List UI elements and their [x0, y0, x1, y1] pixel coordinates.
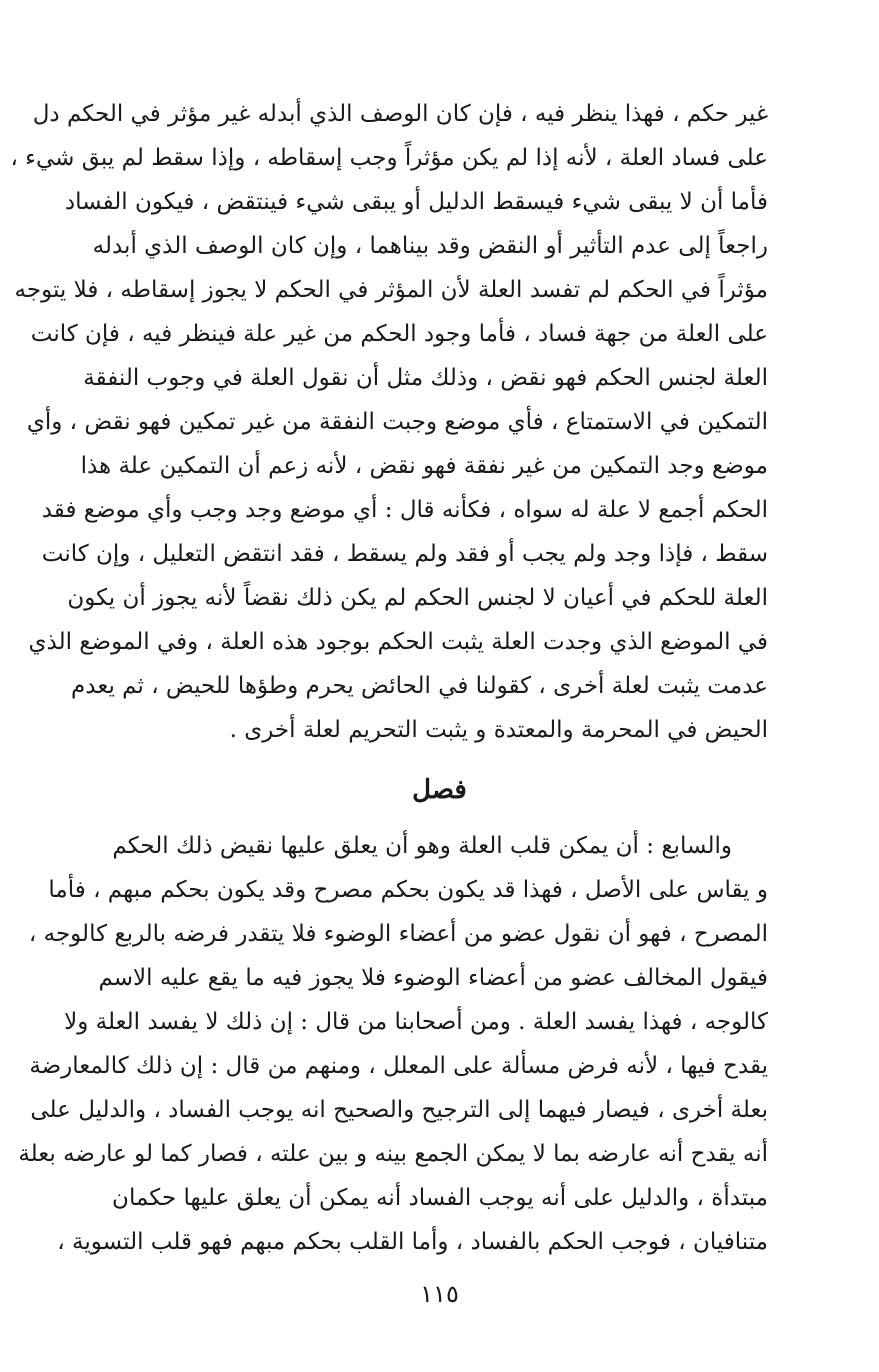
bottom-paragraph: [18, 824, 768, 1264]
text-line: العلة لجنس الحكم فهو نقض ، وذلك مثل أن نقول العلة في وجوب النفقة: [83, 365, 768, 391]
text-line: الحكم أجمع لا علة له سواه ، فكأنه قال : أي موضع وجد وجب وأي موضع فقد: [41, 497, 768, 523]
text-line: يقدح فيها ، لأنه فرض مسألة على المعلل ، ومنهم من قال : إن ذلك كالمعارضة: [29, 1053, 768, 1079]
text-line: بعلة أخرى ، فيصار فيهما إلى الترجيح والصحيح انه يوجب الفساد ، والدليل على: [30, 1097, 768, 1123]
text-line: مبتدأة ، والدليل على أنه يوجب الفساد أنه يمكن أن يعلق عليها حكمان: [112, 1185, 768, 1211]
top-paragraph: [10, 92, 768, 752]
section-heading: فصل: [412, 775, 467, 805]
text-line: مؤثراً في الحكم لم تفسد العلة لأن المؤثر في الحكم لا يجوز إسقاطه ، فلا يتوجه: [14, 277, 768, 303]
text-line: سقط ، فإذا وجد ولم يجب أو فقد ولم يسقط ، فقد انتقض التعليل ، وإن كانت: [41, 541, 768, 567]
text-line: أنه يقدح أنه عارضه بما لا يمكن الجمع بينه و بين علته ، فصار كما لو عارضه بعلة: [18, 1141, 768, 1167]
text-line: متنافيان ، فوجب الحكم بالفساد ، وأما القلب بحكم مبهم فهو قلب التسوية ،: [57, 1229, 768, 1255]
text-line: راجعاً إلى عدم التأثير أو النقض وقد بيناهما ، وإن كان الوصف الذي أبدله: [92, 233, 768, 259]
text-line: فيقول المخالف عضو من أعضاء الوضوء فلا يجوز فيه ما يقع عليه الاسم: [98, 965, 768, 991]
text-line: عدمت يثبت لعلة أخرى ، كقولنا في الحائض يحرم وطؤها للحيض ، ثم يعدم: [71, 673, 768, 699]
text-line: غير حكم ، فهذا ينظر فيه ، فإن كان الوصف الذي أبدله غير مؤثر في الحكم دل: [32, 101, 768, 127]
text-line: فأما أن لا يبقى شيء فيسقط الدليل أو يبقى شيء فينتقض ، فيكون الفساد: [64, 189, 768, 215]
text-line: على العلة من جهة فساد ، فأما وجود الحكم من غير علة فينظر فيه ، فإن كانت: [30, 321, 768, 347]
text-line: في الموضع الذي وجدت العلة يثبت الحكم بوجود هذه العلة ، وفي الموضع الذي: [28, 629, 768, 655]
text-line: الحيض في المحرمة والمعتدة و يثبت التحريم لعلة أخرى .: [229, 717, 768, 743]
text-line: كالوجه ، فهذا يفسد العلة . ومن أصحابنا من قال : إن ذلك لا يفسد العلة ولا: [64, 1009, 768, 1035]
text-line: على فساد العلة ، لأنه إذا لم يكن مؤثراً وجب إسقاطه ، وإذا سقط لم يبق شيء ،: [10, 145, 768, 171]
text-line: موضع وجد التمكين من غير نفقة فهو نقض ، لأنه زعم أن التمكين علة هذا: [80, 453, 768, 479]
text-line: العلة للحكم في أعيان لا لجنس الحكم لم يكن ذلك نقضاً لأنه يجوز أن يكون: [67, 585, 768, 611]
text-line: و يقاس على الأصل ، فهذا قد يكون بحكم مصرح وقد يكون بحكم مبهم ، فأما: [48, 877, 768, 903]
text-line: المصرح ، فهو أن نقول عضو من أعضاء الوضوء فلا يتقدر فرضه بالربع كالوجه ،: [28, 921, 768, 947]
text-line: التمكين في الاستمتاع ، فأي موضع وجبت النفقة من غير تمكين فهو نقض ، وأي: [26, 409, 768, 435]
text-line: والسابع : أن يمكن قلب العلة وهو أن يعلق عليها نقيض ذلك الحكم: [112, 833, 732, 859]
page-number: ١١٥: [420, 1280, 459, 1308]
